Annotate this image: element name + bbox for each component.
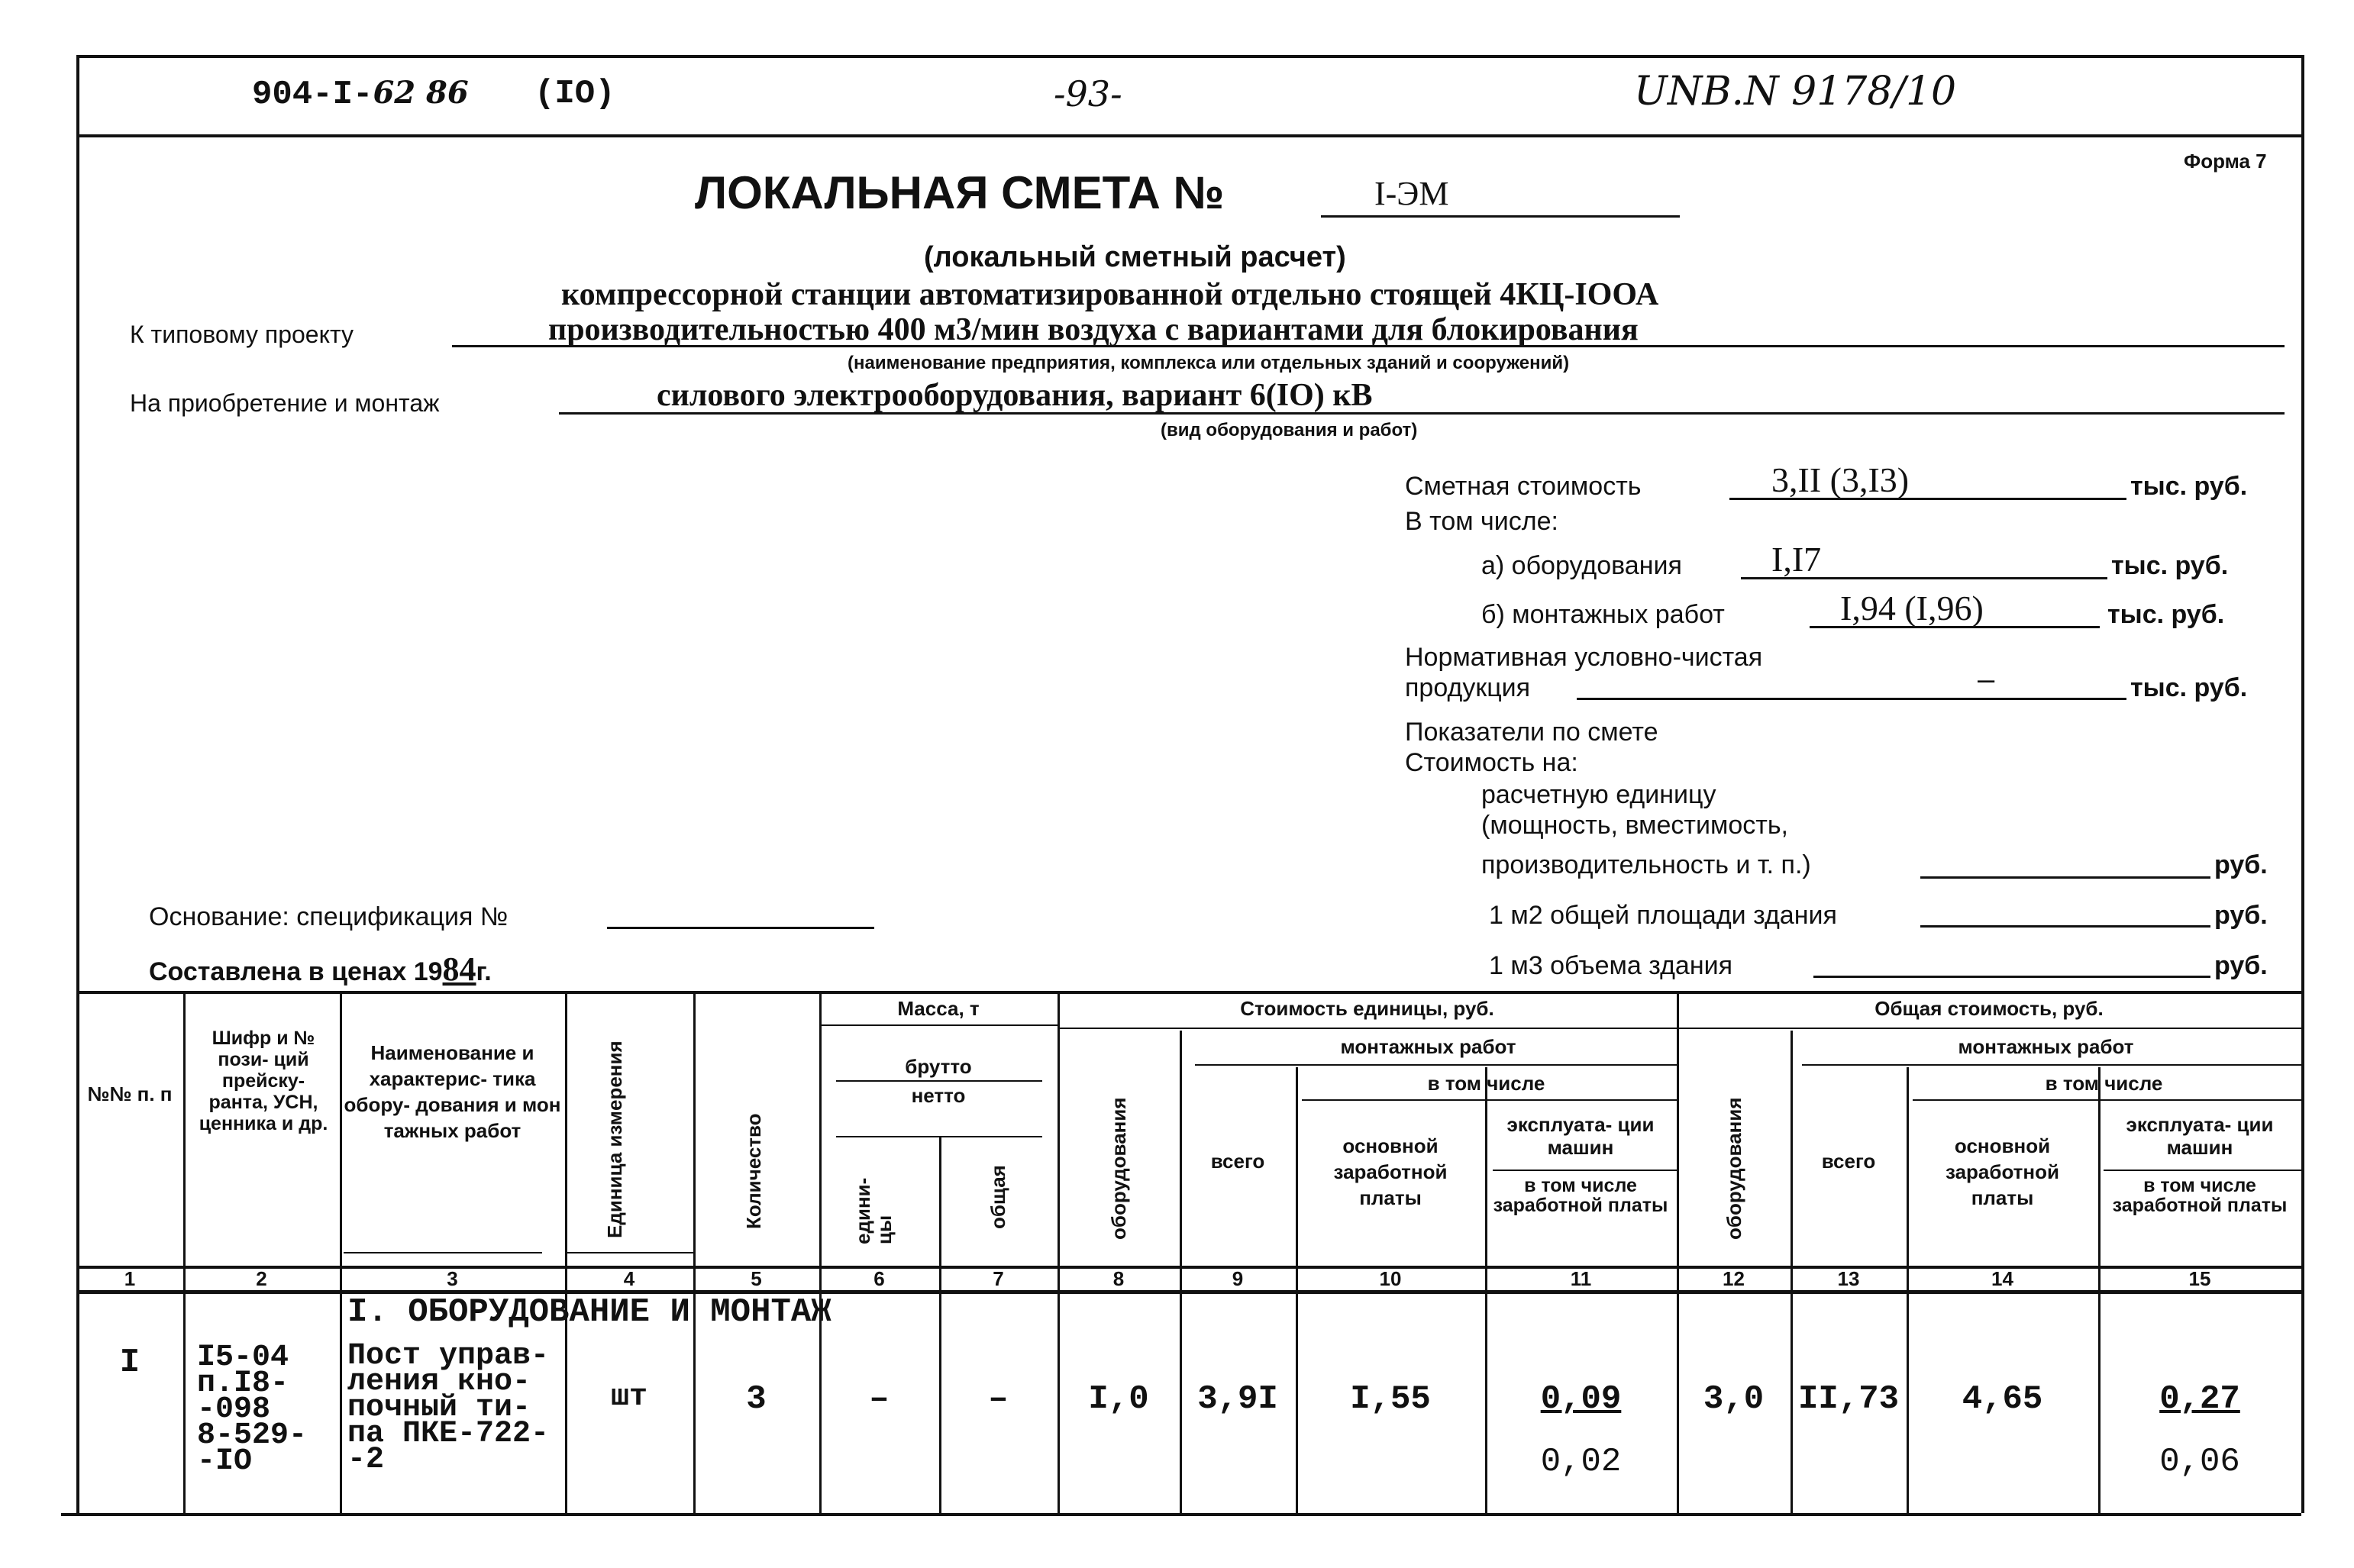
norm-unit: тыс. руб.: [2130, 673, 2248, 702]
row-qty: 3: [746, 1380, 767, 1418]
project-code: [252, 75, 469, 114]
row-code-line: 8-529-: [197, 1418, 308, 1453]
prices-year-value: 84: [442, 950, 476, 988]
project-label: К типовому проекту: [130, 321, 354, 348]
hdr-total-equipment: оборудования: [1723, 1097, 1745, 1240]
part-number: (IO): [534, 75, 615, 113]
col-num-3: 3: [447, 1267, 458, 1290]
row-name: [347, 1339, 550, 1477]
row-total-machines: 0,27: [2159, 1380, 2240, 1418]
col-num-9: 9: [1232, 1267, 1244, 1290]
per-m3-line: [1813, 976, 2210, 978]
hdr-total-machines: эксплуата- ции машин: [2126, 1113, 2274, 1159]
calc-unit-line: [1920, 876, 2210, 879]
top-border: [76, 55, 2301, 58]
col-num-1: 1: [124, 1267, 136, 1290]
hdr-unit-machines-wage: в том числе заработной платы: [1493, 1175, 1668, 1216]
netto-line: [836, 1136, 1042, 1137]
row-name-line: па ПКЕ-722-: [347, 1417, 550, 1451]
col-num-12: 12: [1723, 1267, 1745, 1290]
unit-install-line: [1195, 1064, 1677, 1066]
row-unit-machines-wage: 0,02: [1540, 1443, 1622, 1481]
hdr-unit-base-wage: основной заработной платы: [1333, 1134, 1448, 1209]
hdr-unit-equipment: оборудования: [1107, 1097, 1130, 1240]
row-mass-total: –: [988, 1380, 1009, 1418]
hdr-unit: Единица измерения: [603, 1040, 626, 1238]
row-code-line: -098: [197, 1392, 271, 1427]
subtitle: (локальный сметный расчет): [924, 241, 1346, 273]
section-title: I. ОБОРУДОВАНИЕ И МОНТАЖ: [347, 1293, 831, 1331]
row-total-equipment: 3,0: [1703, 1380, 1765, 1418]
hdr-mass: Масса, т: [897, 997, 980, 1020]
hdr-unit-cost: Стоимость единицы, руб.: [1240, 997, 1494, 1020]
brutto-line: [836, 1080, 1042, 1082]
row-code: [197, 1341, 308, 1479]
col-line-6: [939, 1137, 941, 1513]
row-name-line: ления кно-: [347, 1365, 531, 1399]
estimated-cost-label: Сметная стоимость: [1405, 472, 1642, 501]
basis-label: Основание: спецификация №: [149, 902, 509, 931]
prices-prefix: Составлена в ценах 19: [149, 957, 443, 986]
estimate-number: I-ЭМ: [1374, 175, 1449, 212]
purchase-caption: (вид оборудования и работ): [1161, 420, 1418, 440]
purchase-underline: [559, 412, 2285, 415]
col-num-13: 13: [1837, 1267, 1860, 1290]
unit-incl-line: [1302, 1099, 1677, 1101]
row-unit-machines: 0,09: [1540, 1380, 1622, 1418]
table-top-border: [76, 991, 2301, 994]
estimated-cost-value: 3,II (3,I3): [1771, 460, 1910, 499]
col-line-1: [183, 991, 186, 1513]
row-code-line: -IO: [197, 1444, 253, 1479]
per-m3-rub: руб.: [2214, 951, 2268, 980]
col-num-14: 14: [1991, 1267, 2013, 1290]
unit-col-line: [565, 1252, 693, 1253]
norm-label-1: Нормативная условно-чистая: [1405, 643, 1763, 672]
hdr-no: №№ п. п: [87, 1082, 173, 1105]
indicators-label: Показатели по смете: [1405, 718, 1658, 747]
per-m2-line: [1920, 925, 2210, 928]
col-num-4: 4: [623, 1267, 635, 1290]
equipment-cost-label: а) оборудования: [1481, 551, 1682, 580]
row-name-line: Пост управ-: [347, 1339, 550, 1373]
cost-on-label: Стоимость на:: [1405, 748, 1578, 777]
hdr-name: Наименование и характерис- тика обору- дования и мон тажных работ: [344, 1041, 561, 1142]
project-caption: (наименование предприятия, комплекса или отдельных зданий и сооружений): [848, 353, 1570, 373]
page-title: ЛОКАЛЬНАЯ СМЕТА №: [695, 167, 1225, 218]
hdr-netto: нетто: [911, 1084, 966, 1107]
code-col-line: [344, 1252, 542, 1253]
hdr-total-install: монтажных работ: [1958, 1035, 2134, 1058]
hdr-total-total: всего: [1821, 1150, 1876, 1173]
hdr-code: Шифр и № пози- ций прейску- ранта, УСН, ценника и др.: [199, 1028, 328, 1134]
calc-unit-3: производительность и т. п.): [1481, 850, 1811, 879]
calc-unit-rub: руб.: [2214, 850, 2268, 879]
col-num-5: 5: [751, 1267, 762, 1290]
row-unit-equipment: I,0: [1088, 1380, 1149, 1418]
per-m2-label: 1 м2 общей площади здания: [1489, 901, 1837, 930]
project-line-2: производительностью 400 м3/мин воздуха с вариантами для блокирования: [548, 312, 1639, 347]
equipment-cost-unit: тыс. руб.: [2111, 551, 2229, 580]
col-num-15: 15: [2188, 1267, 2211, 1290]
project-code-handwritten: 62 86: [373, 75, 469, 111]
row-total-total: II,73: [1797, 1380, 1900, 1418]
row-number: I: [119, 1344, 140, 1382]
prices-suffix: г.: [476, 957, 492, 986]
hdr-total-incl: в том числе: [2045, 1072, 2163, 1095]
col-num-10: 10: [1379, 1267, 1402, 1290]
total-install-line: [1802, 1064, 2301, 1066]
row-code-line: I5-04: [197, 1341, 289, 1375]
col-num-7: 7: [993, 1267, 1004, 1290]
table-bottom-border: [61, 1513, 2301, 1516]
hdr-unit-incl: в том числе: [1427, 1072, 1545, 1095]
row-name-line: почный ти-: [347, 1391, 531, 1425]
col-num-6: 6: [873, 1267, 885, 1290]
col-num-8: 8: [1112, 1267, 1125, 1290]
hdr-mass-total: общая: [986, 1165, 1009, 1229]
project-code-printed: 904-I-: [252, 76, 373, 114]
page-number: -93-: [1054, 73, 1122, 115]
hdr-total-cost: Общая стоимость, руб.: [1874, 997, 2104, 1020]
install-cost-unit: тыс. руб.: [2107, 600, 2225, 629]
col-line-4: [693, 991, 696, 1513]
basis-line: [607, 927, 874, 929]
mass-line: [819, 1024, 1058, 1026]
purchase-value: силового электрооборудования, вариант 6(IO) кВ: [657, 378, 1373, 413]
col-line-2: [340, 991, 342, 1513]
project-underline: [452, 345, 2285, 347]
norm-label-2: продукция: [1405, 673, 1531, 702]
total-mach-line: [2104, 1170, 2301, 1171]
equipment-cost-line: [1741, 577, 2107, 579]
hdr-qty: Количество: [742, 1113, 765, 1229]
col-line-11: [1677, 991, 1679, 1513]
hdr-unit-machines: эксплуата- ции машин: [1506, 1113, 1655, 1159]
per-m3-label: 1 м3 объема здания: [1489, 951, 1732, 980]
inventory-number: UNB.N 9178/10: [1634, 69, 1957, 115]
hdr-mass-unit: едини- цы: [851, 1177, 896, 1244]
row-unit: шт: [610, 1380, 647, 1415]
hdr-unit-total: всего: [1210, 1150, 1265, 1173]
col-num-2: 2: [256, 1267, 267, 1290]
hdr-total-base-wage: основной заработной платы: [1946, 1134, 2059, 1209]
col-line-7: [1058, 991, 1060, 1513]
install-cost-label: б) монтажных работ: [1481, 600, 1725, 629]
equipment-cost-value: I,I7: [1771, 540, 1822, 579]
install-cost-value: I,94 (I,96): [1840, 589, 1984, 628]
total-incl-line: [1913, 1099, 2301, 1101]
row-name-line: -2: [347, 1443, 385, 1477]
norm-value: –: [1978, 663, 1995, 696]
install-cost-line: [1810, 626, 2100, 628]
including-label: В том числе:: [1405, 507, 1558, 536]
row-total-base-wage: 4,65: [1962, 1380, 2043, 1418]
header-divider: [76, 134, 2301, 137]
col-num-11: 11: [1570, 1267, 1592, 1290]
row-code-line: п.I8-: [197, 1366, 289, 1401]
estimated-cost-line: [1729, 498, 2126, 500]
row-total-machines-wage: 0,06: [2159, 1443, 2240, 1481]
unit-cost-line: [1058, 1028, 1677, 1029]
calc-unit-1: расчетную единицу: [1481, 780, 1716, 809]
form-label: Форма 7: [2184, 150, 2267, 173]
hdr-brutto: брутто: [905, 1055, 972, 1078]
unit-mach-line: [1493, 1170, 1677, 1171]
per-m2-rub: руб.: [2214, 901, 2268, 930]
estimated-cost-unit: тыс. руб.: [2130, 472, 2248, 501]
row-unit-base-wage: I,55: [1350, 1380, 1431, 1418]
total-cost-line: [1677, 1028, 2301, 1029]
estimate-number-line: [1321, 215, 1680, 218]
hdr-total-machines-wage: в том числе заработной платы: [2112, 1175, 2288, 1216]
row-unit-total: 3,9I: [1197, 1380, 1278, 1418]
norm-line: [1577, 698, 2126, 700]
row-mass-unit: –: [869, 1380, 890, 1418]
hdr-unit-install: монтажных работ: [1340, 1035, 1516, 1058]
purchase-label: На приобретение и монтаж: [130, 389, 440, 417]
project-line-1: компрессорной станции автоматизированной отдельно стоящей 4КЦ-IООА: [561, 277, 1659, 312]
calc-unit-2: (мощность, вместимость,: [1481, 811, 1788, 840]
prices-year: [149, 950, 492, 989]
